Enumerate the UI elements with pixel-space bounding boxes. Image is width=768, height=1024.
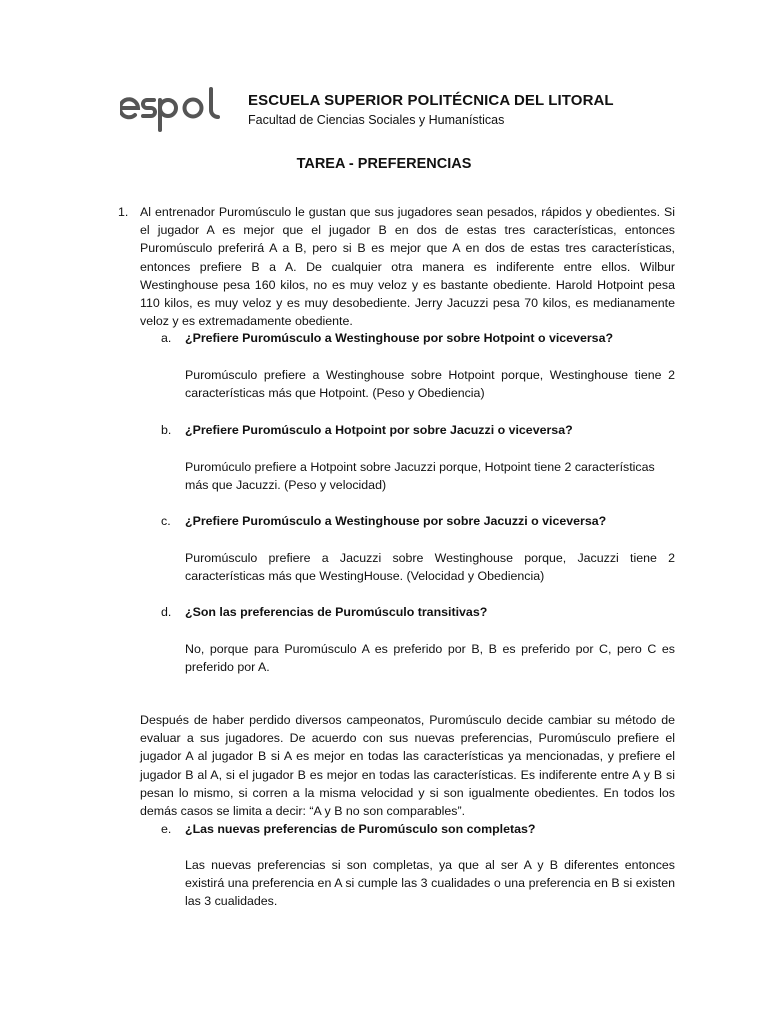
answer-b: Puromúculo prefiere a Hotpoint sobre Jacuzzi porque, Hotpoint tiene 2 características más que Jacuzzi. (Peso y velocidad) (185, 460, 655, 493)
question-number: 1. (118, 205, 129, 219)
subquestion-a: ¿Prefiere Puromúsculo a Westinghouse por sobre Hotpoint o viceversa? (185, 331, 614, 345)
answer-a: Puromúsculo prefiere a Westinghouse sobre Hotpoint porque, Westinghouse tiene 2 características más que Hotpoint. (Peso y Obediencia) (185, 368, 675, 401)
subquestion-b-letter: b. (161, 423, 172, 437)
subquestion-d-letter: d. (161, 605, 172, 619)
answer-e: Las nuevas preferencias si son completas, ya que al ser A y B diferentes entonces existirá una preferencia en A si cumple las 3 cualidades o una preferencia en B si existen las 3 cualidades. (185, 858, 675, 909)
subquestion-b: ¿Prefiere Puromúsculo a Hotpoint por sobre Jacuzzi o viceversa? (185, 423, 573, 437)
answer-d: No, porque para Puromúsculo A es preferido por B, B es preferido por C, pero C es preferido por A. (185, 642, 675, 675)
subquestion-c-letter: c. (161, 514, 171, 528)
answer-c: Puromúsculo prefiere a Jacuzzi sobre Westinghouse porque, Jacuzzi tiene 2 características más que WestingHouse. (Velocidad y Obediencia) (185, 551, 675, 584)
subquestion-d: ¿Son las preferencias de Puromúsculo transitivas? (185, 605, 488, 619)
document-title: TAREA - PREFERENCIAS (296, 156, 472, 172)
faculty-name: Facultad de Ciencias Sociales y Humanísticas (248, 113, 505, 127)
subquestion-c: ¿Prefiere Puromúsculo a Westinghouse por sobre Jacuzzi o viceversa? (185, 514, 607, 528)
paragraph-2: Después de haber perdido diversos campeonatos, Puromúsculo decide cambiar su método de evaluar a sus jugadores. De acuerdo con sus nuevas preferencias, Puromúsculo prefiere el jugador A al jugador B si A es mejor en todas las características ya mencionadas, y prefiere el jugador B al A, si el jugador B es mejor en todas las características. Es indiferente entre A y B si pesan lo mismo, si corren a la misma velocidad y si son igualmente obedientes. En todos los demás casos se limita a decir: “A y B no son comparables”. (140, 713, 675, 819)
institution-name: ESCUELA SUPERIOR POLITÉCNICA DEL LITORAL (248, 92, 614, 109)
subquestion-e-letter: e. (161, 822, 172, 836)
question-1-text: Al entrenador Puromúsculo le gustan que sus jugadores sean pesados, rápidos y obedientes. Si el jugador A es mejor que el jugador B en dos de estas tres características, entonces Puromúsculo preferirá A a B, pero si B es mejor que A en dos de estas tres características, entonces prefiere B a A. De cualquier otra manera es indiferente entre ellos. Wilbur Westinghouse pesa 160 kilos, no es muy veloz y es bastante obediente. Harold Hotpoint pesa 110 kilos, es muy veloz y es muy desobediente. Jerry Jacuzzi pesa 70 kilos, es medianamente veloz y es extremadamente obediente. (140, 205, 675, 329)
espol-logo (120, 86, 235, 134)
subquestion-e: ¿Las nuevas preferencias de Puromúsculo son completas? (185, 822, 536, 836)
subquestion-a-letter: a. (161, 331, 172, 345)
